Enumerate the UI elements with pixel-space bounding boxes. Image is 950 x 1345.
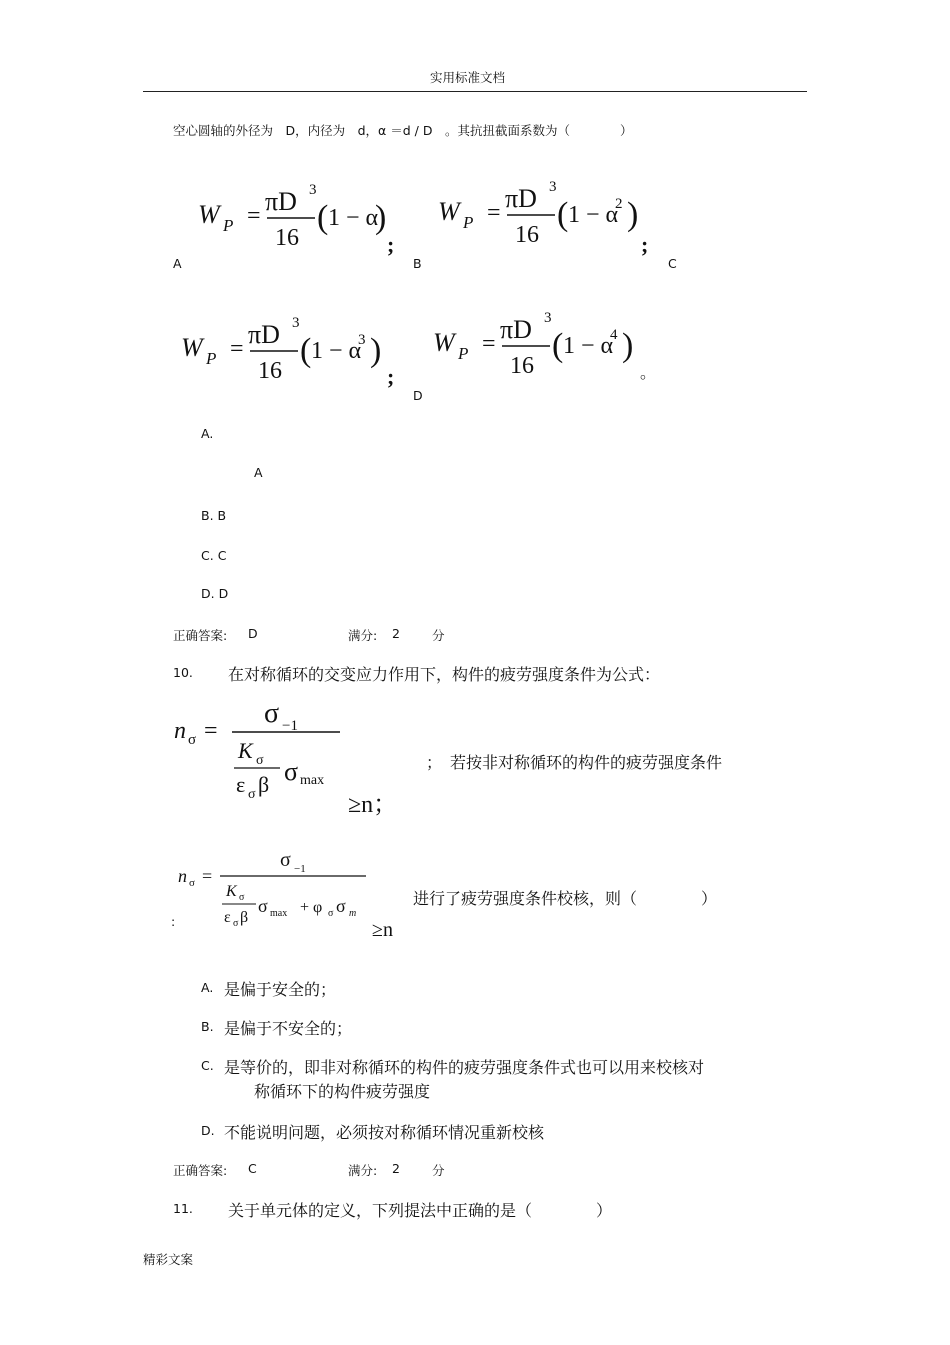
q10-tail-text: 进行了疲劳强度条件校核，则（ ） (413, 889, 718, 908)
svg-text:(: ( (317, 199, 329, 236)
q9-option-b: B. B (201, 508, 227, 523)
q10-option-b-label: B. (201, 1019, 214, 1034)
q10-answer-value: C (248, 1161, 257, 1176)
svg-text:−1: −1 (282, 718, 298, 734)
svg-text:n: n (178, 866, 187, 886)
svg-text:P: P (463, 213, 474, 232)
svg-text:+ φ: + φ (300, 899, 323, 916)
q9-formula-c (178, 308, 398, 388)
q9-sep-d: 。 (640, 363, 657, 382)
svg-text:σ: σ (284, 757, 299, 786)
svg-text:W: W (433, 328, 455, 357)
formula-lhs: W (198, 200, 220, 229)
svg-text:max: max (270, 908, 288, 919)
svg-text:σ: σ (188, 732, 197, 748)
svg-text:4: 4 (610, 327, 618, 343)
svg-text:−1: −1 (294, 863, 306, 875)
svg-text:(: ( (300, 332, 312, 369)
svg-text:): ) (622, 327, 634, 364)
svg-text:max: max (300, 773, 325, 788)
q10-option-c-text: 是等价的，即非对称循环的构件的疲劳强度条件式也可以用来校核对 (224, 1058, 705, 1077)
q10-score-unit: 分 (432, 1163, 445, 1178)
q10-option-a-text: 是偏于安全的； (224, 980, 337, 999)
svg-text:=: = (247, 203, 261, 229)
formula-factor: 1 − α (328, 205, 379, 231)
q10-option-d-text: 不能说明问题，必须按对称循环情况重新校核 (224, 1123, 545, 1142)
svg-text:=: = (482, 331, 496, 357)
svg-text:m: m (349, 908, 357, 919)
svg-text:3: 3 (549, 179, 557, 195)
q9-choice-letter-a: A (173, 256, 182, 271)
q10-option-c-text-continued: 称循环下的构件疲劳强度 (254, 1082, 431, 1101)
svg-text:β: β (240, 909, 249, 926)
q9-option-a-label: A. (201, 426, 214, 441)
svg-text:β: β (258, 772, 270, 797)
formula-numerator: πD (265, 187, 297, 216)
q9-formula-d (430, 303, 650, 383)
header-rule (143, 91, 807, 92)
q9-choice-letter-c: C (668, 256, 677, 271)
svg-text:3: 3 (544, 310, 552, 326)
svg-text:1 − α: 1 − α (568, 202, 619, 228)
q9-score-value: 2 (392, 626, 400, 641)
svg-text:n: n (174, 718, 186, 744)
q9-choice-letter-b: B (413, 256, 422, 271)
svg-text:K: K (226, 883, 237, 900)
svg-text:): ) (370, 332, 382, 369)
q9-sep-c: ; (387, 364, 395, 389)
q10-formula-2 (176, 848, 416, 940)
q10-score-value: 2 (392, 1161, 400, 1176)
q10-score-label: 满分: (348, 1163, 378, 1178)
q9-sep-b: ; (641, 232, 649, 257)
svg-text:πD: πD (500, 315, 532, 344)
svg-text:σ: σ (336, 896, 346, 916)
formula-lhs-sub: P (223, 216, 234, 235)
q9-sep-a: ; (387, 232, 395, 257)
page-header: 实用标准文档 (430, 70, 506, 85)
svg-text:σ: σ (256, 753, 264, 768)
q10-option-a-label: A. (201, 980, 214, 995)
svg-text:πD: πD (248, 320, 280, 349)
formula-numerator-exp: 3 (309, 182, 317, 198)
svg-text:σ: σ (258, 896, 268, 916)
q10-number: 10. (173, 665, 193, 680)
svg-text:P: P (206, 349, 217, 368)
q9-option-c: C. C (201, 548, 227, 563)
svg-text:W: W (181, 333, 203, 362)
formula-denominator: 16 (275, 225, 299, 251)
svg-text:3: 3 (358, 332, 366, 348)
svg-text:16: 16 (510, 353, 534, 379)
q10-formula-1 (172, 698, 412, 818)
q10-stem: 在对称循环的交变应力作用下，构件的疲劳强度条件为公式： (228, 665, 661, 684)
svg-text:=: = (202, 866, 213, 886)
svg-text:): ) (375, 199, 387, 236)
svg-text:σ: σ (248, 787, 256, 802)
q10-option-c-label: C. (201, 1058, 214, 1073)
q9-stem: 空心圆轴的外径为 D，内径为 d，α ＝d / D 。其抗扭截面系数为（ ） (173, 123, 633, 138)
svg-text:16: 16 (515, 222, 539, 248)
svg-text:1 − α: 1 − α (563, 333, 614, 359)
q9-score-unit: 分 (432, 628, 445, 643)
svg-text:K: K (238, 738, 253, 763)
q9-formula-a (195, 175, 395, 255)
svg-text:ε: ε (236, 772, 246, 797)
svg-text:(: ( (552, 327, 564, 364)
svg-text:σ: σ (233, 918, 239, 929)
svg-text:16: 16 (258, 358, 282, 384)
q10-mid-text: ； 若按非对称循环的构件的疲劳强度条件 (426, 753, 723, 772)
svg-text:3: 3 (292, 315, 300, 331)
q10-option-d-label: D. (201, 1123, 215, 1138)
q10-formula-2-lead: : (171, 914, 176, 929)
svg-text:≥n: ≥n (372, 919, 393, 940)
svg-text:=: = (230, 336, 244, 362)
q9-answer-label: 正确答案: (173, 628, 228, 643)
svg-text:2: 2 (615, 196, 623, 212)
svg-text:ε: ε (224, 909, 231, 926)
svg-text:σ: σ (280, 849, 291, 871)
svg-text:≥n；: ≥n； (348, 792, 398, 818)
q9-option-a-text: A (254, 465, 263, 480)
q9-answer-value: D (248, 626, 258, 641)
svg-text:P: P (458, 344, 469, 363)
svg-text:σ: σ (189, 877, 195, 889)
svg-text:σ: σ (328, 908, 334, 919)
svg-text:πD: πD (505, 184, 537, 213)
q10-option-b-text: 是偏于不安全的； (224, 1019, 353, 1038)
page-footer: 精彩文案 (143, 1252, 194, 1267)
q9-score-label: 满分: (348, 628, 378, 643)
svg-text:=: = (487, 200, 501, 226)
q11-stem: 关于单元体的定义，下列提法中正确的是（ ） (228, 1201, 613, 1220)
q10-answer-label: 正确答案: (173, 1163, 228, 1178)
svg-text:): ) (627, 196, 639, 233)
q9-choice-letter-d: D (413, 388, 423, 403)
q11-number: 11. (173, 1201, 193, 1216)
svg-text:1 − α: 1 − α (311, 338, 362, 364)
svg-text:(: ( (557, 196, 569, 233)
svg-text:=: = (204, 718, 218, 744)
svg-text:σ: σ (239, 892, 245, 903)
svg-text:σ: σ (264, 698, 280, 729)
svg-text:W: W (438, 197, 460, 226)
q9-formula-b (435, 172, 655, 252)
q9-option-d: D. D (201, 586, 229, 601)
